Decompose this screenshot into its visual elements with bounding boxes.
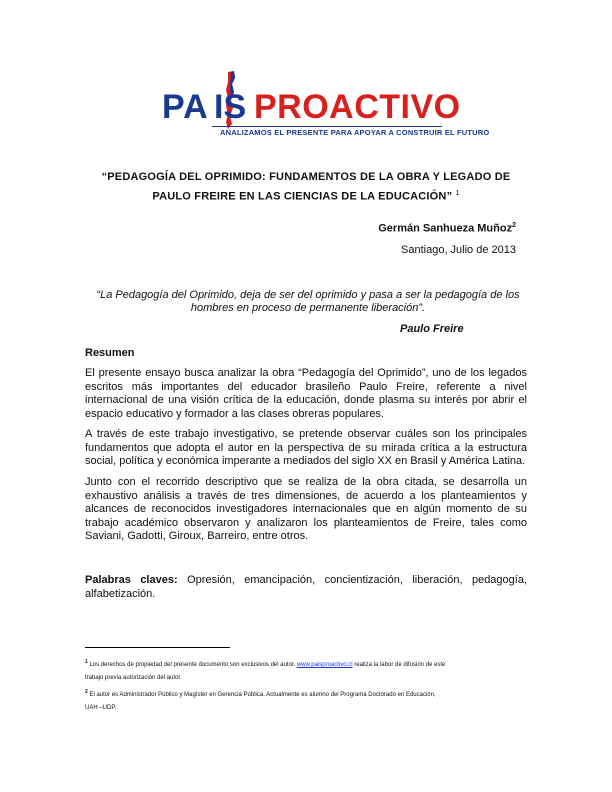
logo-text-pa: PA bbox=[162, 88, 209, 126]
abstract-paragraph-3: Junto con el recorrido descriptivo que se realiza de la obra citada, se desarrolla un exhaustivo análisis a través de tres dimensiones, de acuerdo a los planteamientos y alcances de reconocidos investigadores internacionales que en algún momento de su trabajo académico observaron y analizaron los planteamientos de Freire, tales como Saviani, Gadotti, Giroux, Barreiro, entre otros. bbox=[85, 476, 527, 543]
footnote-2 bbox=[85, 686, 535, 715]
footnote-2-line2: UAH –UDP. bbox=[85, 705, 117, 711]
footnote-1-mark: 1 bbox=[85, 659, 88, 665]
footnote-1-link[interactable]: www.paisproactivo.cl bbox=[296, 662, 353, 668]
epigraph-line1: “La Pedagogía del Oprimido, deja de ser del oprimido y pasa a ser la pedagogía de los bbox=[96, 289, 520, 301]
author-name bbox=[378, 222, 516, 235]
footnote-1-text-a: Los derechos de propiedad del presente documento son exclusivos del autor. bbox=[89, 662, 296, 668]
author-name-text: Germán Sanhueza Muñoz bbox=[378, 222, 513, 235]
footnote-divider bbox=[85, 647, 230, 648]
keywords-text: Opresión, emancipación, concientización, liberación, pedagogía, alfabetización. bbox=[85, 574, 528, 600]
author-footnote-mark: 2 bbox=[512, 222, 516, 229]
abstract-paragraph-1: El presente ensayo busca analizar la obra “Pedagogía del Oprimido”, uno de los legados escritos más importantes del educador brasileño Paulo Freire, referente a nivel internacional de una visión crítica de la educación, donde plasma su interés por abrir el espacio educativo y formador a las clases obreras populares. bbox=[85, 367, 527, 420]
document-title-line1: “PEDAGOGÍA DEL OPRIMIDO: FUNDAMENTOS DE LA OBRA Y LEGADO DE bbox=[101, 171, 511, 183]
place-date: Santiago, Julio de 2013 bbox=[401, 244, 516, 256]
epigraph-author: Paulo Freire bbox=[400, 323, 464, 335]
document-title-line2 bbox=[60, 190, 552, 203]
document-title-line2-text: PAULO FREIRE EN LAS CIENCIAS DE LA EDUCACIÓN” bbox=[152, 190, 453, 203]
footnote-1-text-b: realiza la labor de difusión de este bbox=[354, 662, 446, 668]
keywords bbox=[85, 574, 527, 601]
footnote-1-line2: trabajo previa autorización del autor. bbox=[85, 675, 182, 681]
pais-proactivo-logo bbox=[150, 66, 490, 146]
keywords-label: Palabras claves: bbox=[85, 574, 178, 586]
logo-tagline: ANALIZAMOS EL PRESENTE PARA APOYAR A CONSTRUIR EL FUTURO bbox=[220, 128, 490, 137]
footnote-2-mark: 2 bbox=[85, 689, 88, 695]
logo-underline bbox=[212, 126, 442, 127]
title-footnote-mark: 1 bbox=[455, 190, 460, 197]
abstract-heading: Resumen bbox=[85, 347, 135, 359]
logo-text-proactivo: PROACTIVO bbox=[254, 88, 461, 126]
epigraph-quote bbox=[88, 289, 528, 315]
footnote-2-line1: El autor es Administrador Público y Magíster en Gerencia Pública. Actualmente es alumno del Programa Doctorado en Educación, bbox=[89, 692, 436, 698]
footnote-1 bbox=[85, 656, 535, 685]
logo-text-is: IS bbox=[214, 88, 247, 126]
epigraph-line2: hombres en proceso de permanente liberación”. bbox=[190, 302, 426, 314]
abstract-paragraph-2: A través de este trabajo investigativo, se pretende observar cuáles son los principales fundamentos que adopta el autor en la perspectiva de su mirada crítica a la estructura social, política y económica imperante a mediados del siglo XX en Brasil y América Latina. bbox=[85, 428, 527, 468]
